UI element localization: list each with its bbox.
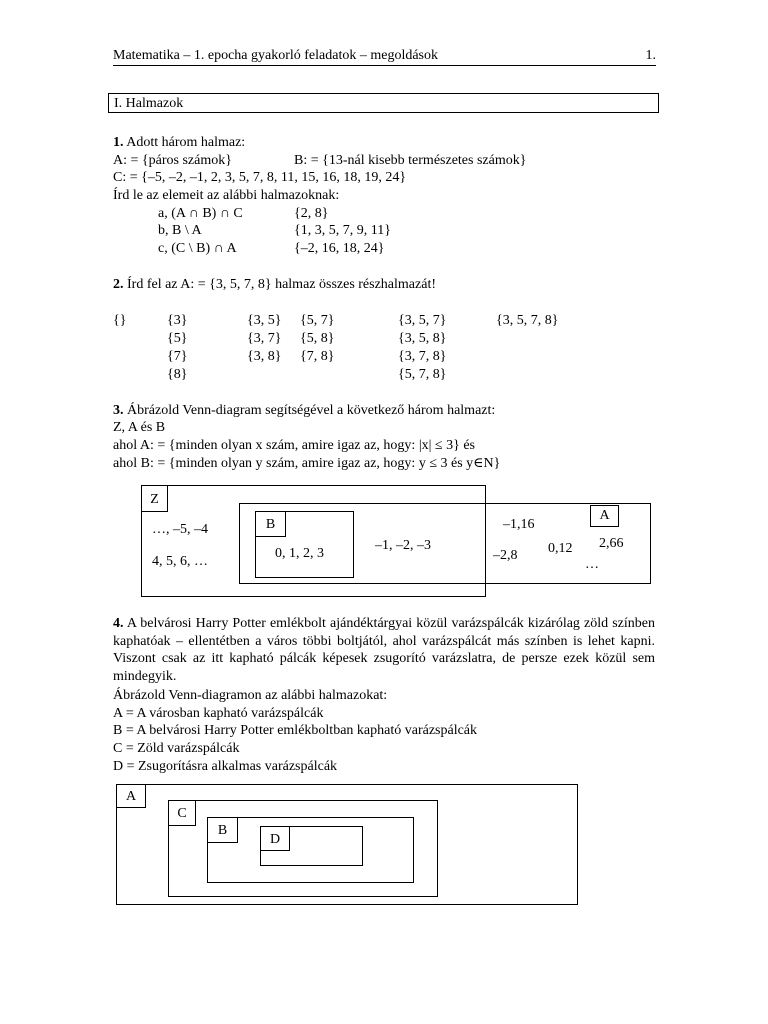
subset-single: {7}: [167, 349, 188, 364]
venn2-label-a: A: [116, 784, 146, 808]
subset-triple: {3, 5, 8}: [398, 331, 447, 346]
task1-set-a: A: = {páros számok}: [113, 153, 232, 168]
subset-pair: {5, 7}: [300, 313, 335, 328]
task1-set-c: C: = {–5, –2, –1, 2, 3, 5, 7, 8, 11, 15, 16, 18, 19, 24}: [113, 170, 407, 185]
subset-pair: {3, 7}: [247, 331, 282, 346]
venn1-za-elements: –1, –2, –3: [375, 538, 431, 553]
venn1-label-z: Z: [141, 485, 168, 512]
subset-pair: {5, 8}: [300, 331, 335, 346]
venn1-z-elements-pos: 4, 5, 6, …: [152, 554, 208, 569]
task4-def-c: C = Zöld varázspálcák: [113, 741, 240, 756]
task1-item-a-label: a, (A ∩ B) ∩ C: [158, 206, 243, 221]
task1-item-c-answer: {–2, 16, 18, 24}: [294, 241, 385, 256]
task1-intro: [113, 134, 245, 151]
subset-pair: {3, 5}: [247, 313, 282, 328]
subset-single: {8}: [167, 367, 188, 382]
task1-intro-text: Adott három halmaz:: [123, 135, 246, 150]
subset-pair: {7, 8}: [300, 349, 335, 364]
venn1-z-elements-neg: …, –5, –4: [152, 522, 208, 537]
task1-item-c-label: c, (C \ B) ∩ A: [158, 241, 237, 256]
venn1-label-a: A: [590, 505, 619, 527]
subset-single: {5}: [167, 331, 188, 346]
section-title-box: [108, 93, 659, 113]
task4-prompt: Ábrázold Venn-diagramon az alábbi halmazokat:: [113, 688, 388, 703]
section-title: I. Halmazok: [114, 96, 184, 111]
task4-def-d: D = Zsugorításra alkalmas varázspálcák: [113, 759, 338, 774]
task3-line3: ahol A: = {minden olyan x szám, amire igaz az, hogy: |x| ≤ 3} és: [113, 438, 475, 453]
task3-text: Ábrázold Venn-diagram segítségével a következő három halmazt:: [123, 403, 496, 418]
task2-statement: [113, 276, 436, 293]
venn2-label-d: D: [260, 826, 290, 851]
subset-pair: {3, 8}: [247, 349, 282, 364]
task3-number: 3.: [113, 403, 124, 418]
venn2-label-b: B: [207, 817, 238, 843]
venn1-a-element: –1,16: [503, 517, 535, 532]
subset-triple: {3, 5, 7}: [398, 313, 447, 328]
subset-triple: {5, 7, 8}: [398, 367, 447, 382]
task4-statement: [113, 615, 655, 685]
venn1-a-element: –2,8: [493, 548, 518, 563]
task3-line4: ahol B: = {minden olyan y szám, amire igaz az, hogy: y ≤ 3 és y∈N}: [113, 456, 501, 471]
header-title: Matematika – 1. epocha gyakorló feladatok – megoldások: [113, 48, 439, 63]
venn1-a-ellipsis: …: [585, 557, 599, 572]
task1-item-b-answer: {1, 3, 5, 7, 9, 11}: [294, 223, 391, 238]
venn1-a-element: 0,12: [548, 541, 573, 556]
page-number: 1.: [645, 48, 656, 63]
task3-statement: [113, 402, 495, 419]
task2-number: 2.: [113, 277, 124, 292]
subset-triple: {3, 7, 8}: [398, 349, 447, 364]
task4-def-a: A = A városban kapható varázspálcák: [113, 706, 324, 721]
subset-empty: {}: [113, 313, 127, 328]
task4-number: 4.: [113, 616, 124, 631]
page-header: [113, 47, 656, 66]
task1-item-b-label: b, B \ A: [158, 223, 202, 238]
venn1-b-elements: 0, 1, 2, 3: [275, 546, 324, 561]
task2-text: Írd fel az A: = {3, 5, 7, 8} halmaz összes részhalmazát!: [123, 277, 436, 292]
task1-number: 1.: [113, 135, 124, 150]
subset-full: {3, 5, 7, 8}: [496, 313, 559, 328]
venn2-label-c: C: [168, 800, 196, 826]
subset-single: {3}: [167, 313, 188, 328]
task3-line2: Z, A és B: [113, 420, 166, 435]
task1-prompt: Írd le az elemeit az alábbi halmazoknak:: [113, 188, 340, 203]
task1-item-a-answer: {2, 8}: [294, 206, 329, 221]
task4-def-b: B = A belvárosi Harry Potter emlékboltban kapható varázspálcák: [113, 723, 478, 738]
task1-set-b: B: = {13-nál kisebb természetes számok}: [294, 153, 527, 168]
venn1-label-b: B: [255, 511, 286, 537]
venn1-a-element: 2,66: [599, 536, 624, 551]
task4-text: A belvárosi Harry Potter emlékbolt ajándéktárgyai közül varázspálcák kizárólag zöld színben kaphatóak – ellentétben a város többi boltjától, ahol varázspálcát más színben is lehet kapni. Viszont csak az itt kapható pálcák képesek zsugorító varázslatra, de persze ezek közül sem mindegyik.: [113, 616, 655, 684]
